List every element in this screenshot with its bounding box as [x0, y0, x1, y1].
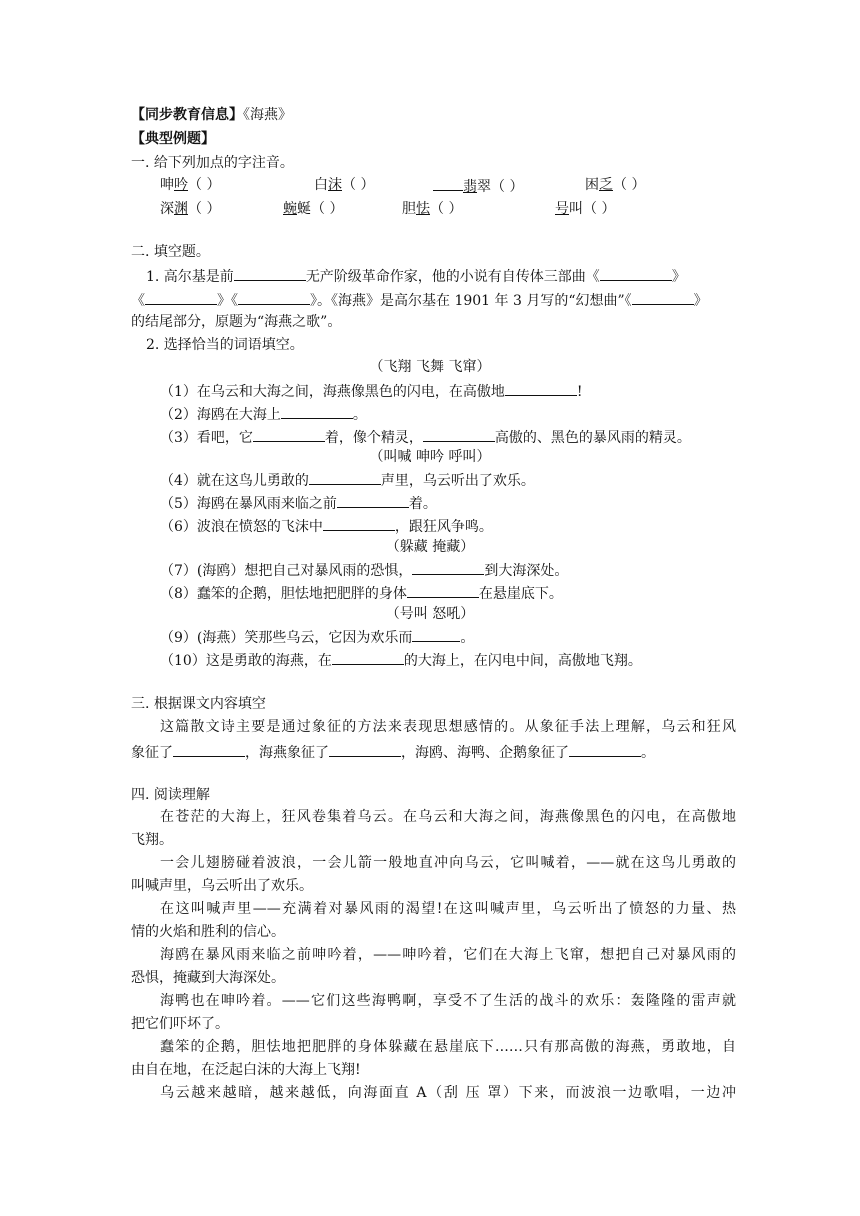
- fill-blank[interactable]: [412, 560, 484, 575]
- reading-line: 叫喊声里，乌云听出了欢乐。: [131, 878, 313, 894]
- reading-line: 恐惧，掩藏到大海深处。: [131, 970, 285, 986]
- fill-blank[interactable]: [423, 427, 495, 442]
- reading-line: 海鸥在暴风雨来临之前呻吟着，——呻吟着，它们在大海上飞窜，想把自己对暴风雨的: [160, 947, 736, 963]
- q1-item: 翡翠（ ）: [433, 176, 523, 196]
- fill-blank[interactable]: [632, 290, 694, 305]
- fill-blank[interactable]: [600, 266, 672, 281]
- q2-item-6: （6）波浪在愤怒的飞沫中 ，跟狂风争鸣。: [160, 516, 493, 536]
- reading-line: 海鸭也在呻吟着。——它们这些海鸭啊，享受不了生活的战斗的欢乐：轰隆隆的雷声就: [160, 993, 736, 1009]
- fill-blank[interactable]: [569, 742, 641, 757]
- reading-line: 飞翔。: [131, 832, 173, 848]
- q3-title: 三. 根据课文内容填空: [131, 696, 266, 712]
- word-group-4: （号叫 怒吼）: [385, 606, 475, 622]
- fill-blank[interactable]: [332, 650, 404, 665]
- reading-line: 在苍茫的大海上，狂风卷集着乌云。在乌云和大海之间，海燕像黑色的闪电，在高傲地: [160, 809, 736, 825]
- fill-blank[interactable]: [309, 470, 381, 485]
- word-group-1: （飞翔 飞舞 飞窜）: [369, 359, 491, 375]
- q4-title: 四. 阅读理解: [131, 787, 210, 803]
- fill-blank[interactable]: [145, 290, 217, 305]
- q2-item-3: （3）看吧，它 着，像个精灵， 高傲的、黑色的暴风雨的精灵。: [160, 427, 691, 447]
- q2-item-10: （10）这是勇敢的海燕，在 的大海上，在闪电中间，高傲地飞翔。: [160, 650, 642, 670]
- q1-item: 白沫（ ）: [314, 177, 375, 193]
- q2-p1-line1: 1. 高尔基是前 无产阶级革命作家，他的小说有自传体三部曲《 》: [146, 266, 686, 286]
- fill-blank[interactable]: [329, 742, 401, 757]
- fill-blank[interactable]: [253, 427, 325, 442]
- fill-blank[interactable]: [412, 627, 460, 642]
- q2-p2: 2. 选择恰当的词语填空。: [146, 337, 304, 353]
- reading-line: 乌云越来越暗，越来越低，向海面直 A（刮 压 罩）下来，而波浪一边歌唱，一边冲: [160, 1085, 736, 1101]
- q1-item: 蜿蜒（ ）: [283, 201, 344, 217]
- word-group-3: （躲藏 掩藏）: [385, 539, 475, 555]
- q2-title: 二. 填空题。: [131, 244, 210, 260]
- title-bracket: 【同步教育信息】: [131, 107, 243, 123]
- q3-line2: 象征了 ，海燕象征了 ，海鸥、海鸭、企鹅象征了 。: [131, 742, 655, 762]
- q2-item-2: （2）海鸥在大海上 。: [160, 404, 367, 424]
- q1-title: 一. 给下列加点的字注音。: [131, 155, 294, 171]
- fill-blank[interactable]: [234, 266, 306, 281]
- q1-item: 困乏（ ）: [585, 177, 646, 193]
- q1-item: 深渊（ ）: [160, 201, 221, 217]
- fill-blank[interactable]: [281, 404, 353, 419]
- reading-line: 一会儿翅膀碰着波浪，一会儿箭一般地直冲向乌云，它叫喊着，——就在这鸟儿勇敢的: [160, 855, 736, 871]
- q1-item: 呻吟（ ）: [160, 177, 221, 193]
- document-title: [131, 106, 292, 124]
- reading-line: 把它们吓坏了。: [131, 1016, 229, 1032]
- reading-line: 由自在地，在泛起白沫的大海上飞翔!: [131, 1062, 361, 1078]
- word-group-2: （叫喊 呻吟 呼叫）: [369, 449, 491, 465]
- q1-blank[interactable]: [433, 176, 463, 191]
- fill-blank[interactable]: [323, 516, 395, 531]
- q2-item-8: （8）蠢笨的企鹅，胆怯地把肥胖的身体 在悬崖底下。: [160, 583, 563, 603]
- q2-item-7: （7）(海鸥）想把自己对暴风雨的恐惧， 到大海深处。: [160, 560, 568, 580]
- fill-blank[interactable]: [505, 381, 577, 396]
- reading-line: 蠢笨的企鹅，胆怯地把肥胖的身体躲藏在悬崖底下……只有那高傲的海燕，勇敢地，自: [160, 1039, 736, 1055]
- q2-item-5: （5）海鸥在暴风雨来临之前 着。: [160, 493, 437, 513]
- q1-item: 号叫（ ）: [555, 201, 616, 217]
- q2-p1-line2: 《 》《 》。《海燕》是高尔基在 1901 年 3 月写的“幻想曲”《 》: [131, 290, 708, 310]
- fill-blank[interactable]: [173, 742, 245, 757]
- q2-p1-line3: 的结尾部分，原题为“海燕之歌”。: [131, 314, 342, 330]
- reading-line: 情的火焰和胜利的信心。: [131, 924, 285, 940]
- q2-item-1: （1）在乌云和大海之间，海燕像黑色的闪电，在高傲地 !: [160, 381, 583, 401]
- fill-blank[interactable]: [337, 493, 409, 508]
- q2-item-4: （4）就在这鸟儿勇敢的 声里，乌云听出了欢乐。: [160, 470, 535, 490]
- q1-item: 胆怯（ ）: [402, 201, 463, 217]
- reading-line: 在这叫喊声里——充满着对暴风雨的渴望!在这叫喊声里，乌云听出了愤怒的力量、热: [160, 901, 736, 917]
- q3-line1: 这篇散文诗主要是通过象征的方法来表现思想感情的。从象征手法上理解，乌云和狂风: [160, 719, 736, 735]
- section-label: 【典型例题】: [131, 131, 215, 147]
- title-book: 《海燕》: [243, 107, 292, 123]
- q2-item-9: （9）(海燕）笑那些乌云，它因为欢乐而 。: [160, 627, 474, 647]
- fill-blank[interactable]: [238, 290, 310, 305]
- fill-blank[interactable]: [407, 583, 479, 598]
